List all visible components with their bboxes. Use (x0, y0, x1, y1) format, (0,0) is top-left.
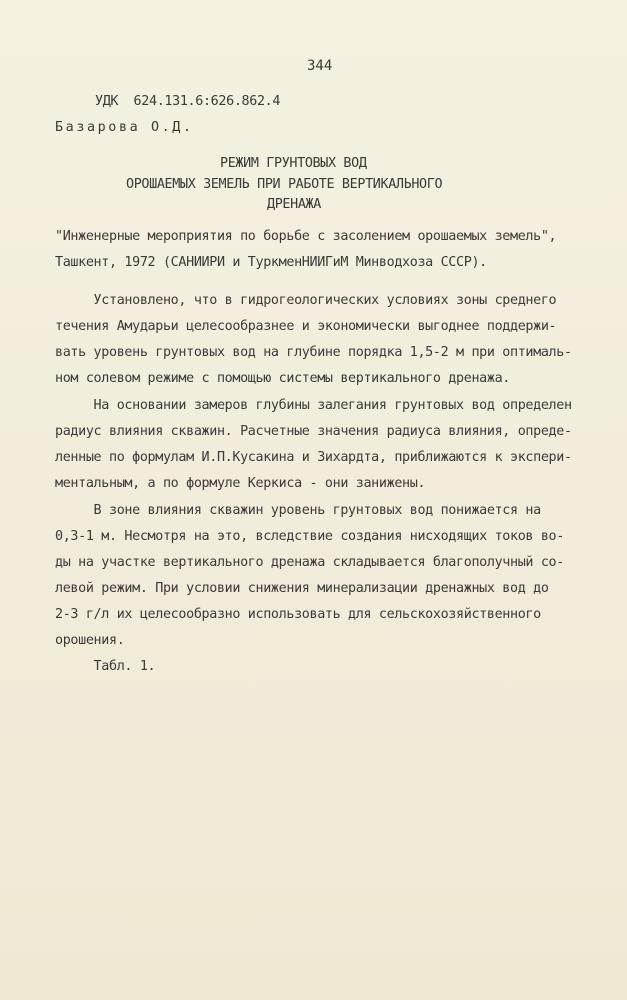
body-line: орошения. (55, 633, 125, 648)
body-line: ленные по формулам И.П.Кусакина и Зихардта, приближаются к экспери- (55, 450, 572, 465)
title-line-2: ОРОШАЕМЫХ ЗЕМЕЛЬ ПРИ РАБОТЕ ВЕРТИКАЛЬНОГО (126, 177, 443, 192)
body-line: радиус влияния скважин. Расчетные значения радиуса влияния, опреде- (55, 424, 572, 439)
body-line: ментальным, а по формуле Керкиса - они занижены. (55, 476, 426, 491)
body-line: ды на участке вертикального дренажа складывается благополучный со- (55, 555, 564, 570)
source-line-1: "Инженерные мероприятия по борьбе с засолением орошаемых земель", (55, 229, 557, 244)
table-reference: Табл. 1. (55, 659, 156, 674)
title-line-1: РЕЖИМ ГРУНТОВЫХ ВОД (220, 156, 367, 171)
body-line: ном солевом режиме с помощью системы вертикального дренажа. (55, 371, 510, 386)
body-line: 2-3 г/л их целесообразно использовать для сельскохозяйственного (55, 607, 541, 622)
body-line: Установлено, что в гидрогеологических условиях зоны среднего (55, 293, 557, 308)
author-name: Базарова О.Д. (55, 120, 194, 135)
source-line-2: Ташкент, 1972 (САНИИРИ и ТуркменНИИГиМ Минводхоза СССР). (55, 255, 487, 270)
body-line: вать уровень грунтовых вод на глубине порядка 1,5-2 м при оптималь- (55, 345, 572, 360)
body-line: В зоне влияния скважин уровень грунтовых вод понижается на (55, 503, 541, 518)
body-line: 0,3-1 м. Несмотря на это, вследствие создания нисходящих токов во- (55, 529, 564, 544)
body-line: левой режим. При условии снижения минерализации дренажных вод до (55, 581, 549, 596)
body-line: На основании замеров глубины залегания грунтовых вод определен (55, 398, 572, 413)
udk-code: УДК 624.131.6:626.862.4 (95, 94, 281, 109)
title-line-3: ДРЕНАЖА (267, 197, 321, 212)
page-number: 344 (307, 58, 333, 74)
body-line: течения Амударьи целесообразнее и экономически выгоднее поддержи- (55, 319, 557, 334)
